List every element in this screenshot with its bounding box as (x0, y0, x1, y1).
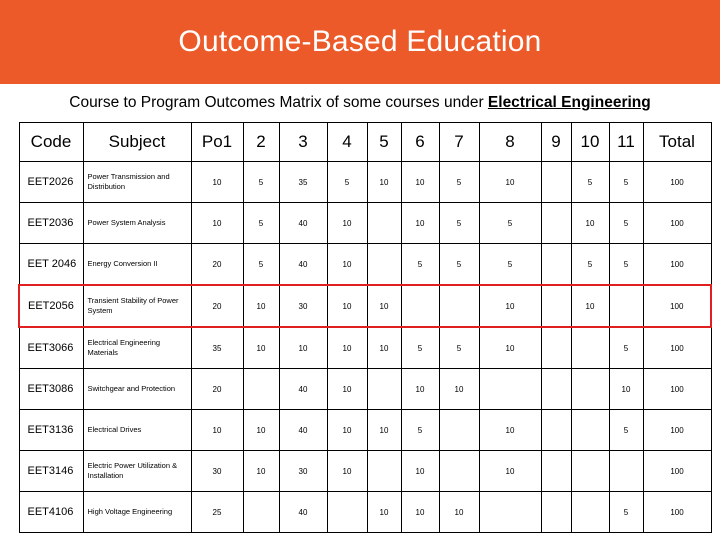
outcome-value-cell: 40 (279, 244, 327, 286)
outcome-value-cell: 5 (439, 162, 479, 203)
outcome-value-cell (609, 451, 643, 492)
outcome-value-cell: 20 (191, 285, 243, 327)
outcome-value-cell: 25 (191, 492, 243, 533)
outcome-value-cell: 20 (191, 244, 243, 286)
outcome-value-cell: 10 (367, 410, 401, 451)
outcome-value-cell (439, 285, 479, 327)
outcome-value-cell (609, 285, 643, 327)
outcome-value-cell: 40 (279, 410, 327, 451)
outcome-value-cell: 5 (401, 327, 439, 369)
outcome-value-cell: 5 (401, 244, 439, 286)
outcome-value-cell (243, 369, 279, 410)
outcome-value-cell (541, 162, 571, 203)
course-code-cell: EET3146 (19, 451, 83, 492)
header-cell: 3 (279, 123, 327, 162)
total-cell: 100 (643, 162, 711, 203)
outcome-value-cell (439, 410, 479, 451)
total-cell: 100 (643, 492, 711, 533)
outcome-value-cell: 5 (327, 162, 367, 203)
outcome-value-cell: 10 (401, 203, 439, 244)
outcomes-matrix-table (18, 122, 712, 533)
outcome-value-cell: 5 (439, 203, 479, 244)
title-banner (0, 0, 720, 84)
outcome-value-cell: 10 (401, 369, 439, 410)
outcome-value-cell: 10 (401, 492, 439, 533)
outcome-value-cell: 35 (191, 327, 243, 369)
course-subject-cell: High Voltage Engineering (83, 492, 191, 533)
outcome-value-cell (571, 327, 609, 369)
outcome-value-cell: 10 (479, 451, 541, 492)
outcome-value-cell: 10 (479, 162, 541, 203)
outcome-value-cell: 5 (479, 203, 541, 244)
course-subject-cell: Switchgear and Protection (83, 369, 191, 410)
course-code-cell: EET3136 (19, 410, 83, 451)
outcome-value-cell: 10 (609, 369, 643, 410)
total-cell: 100 (643, 410, 711, 451)
outcome-value-cell: 10 (279, 327, 327, 369)
outcome-value-cell: 20 (191, 369, 243, 410)
outcome-value-cell: 5 (571, 244, 609, 286)
outcome-value-cell: 10 (243, 410, 279, 451)
outcome-value-cell: 5 (609, 492, 643, 533)
header-cell: 2 (243, 123, 279, 162)
outcome-value-cell (367, 244, 401, 286)
outcome-value-cell (541, 369, 571, 410)
outcome-value-cell (439, 451, 479, 492)
table-row (19, 285, 711, 327)
header-cell: Subject (83, 123, 191, 162)
outcome-value-cell: 10 (367, 492, 401, 533)
course-subject-cell: Transient Stability of Power System (83, 285, 191, 327)
course-subject-cell: Power System Analysis (83, 203, 191, 244)
outcome-value-cell: 5 (243, 162, 279, 203)
outcome-value-cell (541, 285, 571, 327)
table-row (19, 203, 711, 244)
outcome-value-cell: 5 (571, 162, 609, 203)
outcome-value-cell: 10 (571, 285, 609, 327)
outcome-value-cell: 5 (609, 244, 643, 286)
header-cell: 9 (541, 123, 571, 162)
outcome-value-cell: 5 (243, 244, 279, 286)
outcome-value-cell: 10 (243, 451, 279, 492)
header-cell: Total (643, 123, 711, 162)
outcome-value-cell: 10 (327, 410, 367, 451)
outcome-value-cell: 35 (279, 162, 327, 203)
header-cell: Code (19, 123, 83, 162)
course-subject-cell: Power Transmission and Distribution (83, 162, 191, 203)
course-subject-cell: Electrical Drives (83, 410, 191, 451)
subtitle-emphasis: Electrical Engineering (487, 94, 651, 111)
outcome-value-cell: 10 (479, 285, 541, 327)
outcome-value-cell: 10 (401, 451, 439, 492)
course-subject-cell: Energy Conversion II (83, 244, 191, 286)
outcome-value-cell: 10 (401, 162, 439, 203)
outcome-value-cell: 10 (191, 410, 243, 451)
outcome-value-cell: 10 (479, 410, 541, 451)
outcome-value-cell: 40 (279, 492, 327, 533)
outcome-value-cell: 10 (327, 203, 367, 244)
total-cell: 100 (643, 327, 711, 369)
outcome-value-cell: 30 (279, 285, 327, 327)
outcome-value-cell (479, 492, 541, 533)
course-code-cell: EET3066 (19, 327, 83, 369)
course-code-cell: EET2056 (19, 285, 83, 327)
course-code-cell: EET3086 (19, 369, 83, 410)
outcome-value-cell: 10 (479, 327, 541, 369)
outcome-value-cell: 10 (327, 369, 367, 410)
header-cell: 10 (571, 123, 609, 162)
table-row (19, 162, 711, 203)
outcome-value-cell (541, 327, 571, 369)
outcome-value-cell (479, 369, 541, 410)
table-row (19, 369, 711, 410)
outcome-value-cell: 10 (367, 162, 401, 203)
outcome-value-cell: 5 (609, 162, 643, 203)
outcome-value-cell: 10 (327, 451, 367, 492)
course-subject-cell: Electrical Engineering Materials (83, 327, 191, 369)
course-subject-cell: Electric Power Utilization & Installation (83, 451, 191, 492)
slide-title: Outcome-Based Education (178, 25, 542, 58)
table-row (19, 410, 711, 451)
header-cell: 5 (367, 123, 401, 162)
outcome-value-cell: 30 (191, 451, 243, 492)
table-header-row (19, 123, 711, 162)
outcome-value-cell (327, 492, 367, 533)
outcome-value-cell: 10 (243, 285, 279, 327)
outcome-value-cell: 5 (609, 327, 643, 369)
outcome-value-cell (571, 451, 609, 492)
total-cell: 100 (643, 369, 711, 410)
outcome-value-cell: 10 (367, 327, 401, 369)
outcome-value-cell: 10 (327, 285, 367, 327)
outcome-value-cell: 10 (439, 369, 479, 410)
outcome-value-cell: 5 (439, 327, 479, 369)
outcome-value-cell (541, 244, 571, 286)
header-cell: 11 (609, 123, 643, 162)
outcome-value-cell (401, 285, 439, 327)
header-cell: 4 (327, 123, 367, 162)
outcome-value-cell (571, 410, 609, 451)
outcome-value-cell: 10 (571, 203, 609, 244)
outcome-value-cell (571, 492, 609, 533)
outcome-value-cell: 10 (243, 327, 279, 369)
course-code-cell: EET2036 (19, 203, 83, 244)
outcome-value-cell: 5 (243, 203, 279, 244)
table-row (19, 451, 711, 492)
total-cell: 100 (643, 244, 711, 286)
header-cell: Po1 (191, 123, 243, 162)
outcome-value-cell: 10 (327, 327, 367, 369)
outcome-value-cell: 30 (279, 451, 327, 492)
outcome-value-cell: 10 (367, 285, 401, 327)
header-cell: 7 (439, 123, 479, 162)
total-cell: 100 (643, 451, 711, 492)
outcome-value-cell: 40 (279, 203, 327, 244)
table-row (19, 244, 711, 286)
total-cell: 100 (643, 203, 711, 244)
subtitle-text: Course to Program Outcomes Matrix of some courses under (69, 94, 488, 111)
outcome-value-cell (571, 369, 609, 410)
outcome-value-cell (541, 451, 571, 492)
outcome-value-cell: 10 (191, 162, 243, 203)
course-code-cell: EET2026 (19, 162, 83, 203)
outcome-value-cell: 5 (479, 244, 541, 286)
course-code-cell: EET4106 (19, 492, 83, 533)
outcome-value-cell (243, 492, 279, 533)
outcome-value-cell: 40 (279, 369, 327, 410)
course-code-cell: EET 2046 (19, 244, 83, 286)
outcome-value-cell (541, 492, 571, 533)
total-cell: 100 (643, 285, 711, 327)
outcome-value-cell (367, 369, 401, 410)
outcome-value-cell (541, 203, 571, 244)
outcome-value-cell: 5 (609, 203, 643, 244)
outcome-value-cell: 10 (439, 492, 479, 533)
header-cell: 8 (479, 123, 541, 162)
outcome-value-cell: 10 (191, 203, 243, 244)
slide-subtitle (0, 94, 720, 112)
outcome-value-cell: 5 (439, 244, 479, 286)
table-row (19, 492, 711, 533)
header-cell: 6 (401, 123, 439, 162)
outcome-value-cell (367, 451, 401, 492)
table-row (19, 327, 711, 369)
outcome-value-cell: 10 (327, 244, 367, 286)
outcome-value-cell (541, 410, 571, 451)
outcome-value-cell (367, 203, 401, 244)
outcome-value-cell: 5 (401, 410, 439, 451)
outcome-value-cell: 5 (609, 410, 643, 451)
